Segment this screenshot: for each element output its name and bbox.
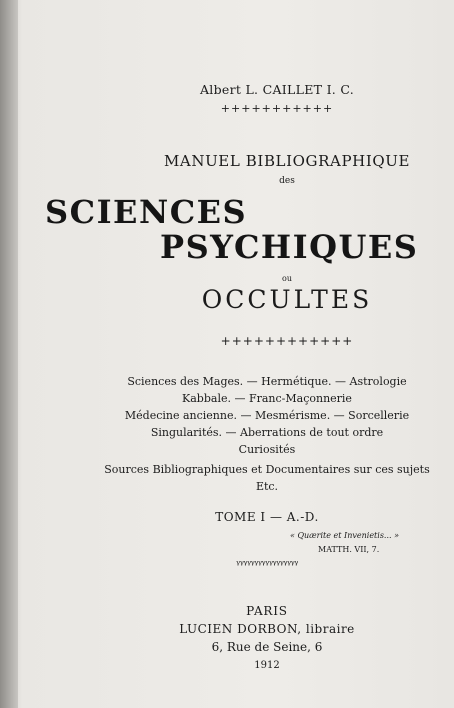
title-sciences: SCIENCES — [45, 193, 248, 231]
epigraph-quote: « Quærite et Invenietis... » — [290, 531, 399, 540]
imprint-publisher: LUCIEN DORBON, libraire — [179, 622, 355, 636]
ornament-bottom: ᵞᵞᵞᵞᵞᵞᵞᵞᵞᵞᵞᵞᵞᵞᵞᵞᵞ — [236, 558, 298, 571]
title-manuel: MANUEL BIBLIOGRAPHIQUE — [163, 152, 411, 170]
etc-line: Etc. — [255, 480, 279, 493]
tome-label: TOME I — A.-D. — [215, 510, 319, 524]
author: Albert L. CAILLET I. C. — [199, 82, 355, 97]
imprint-year: 1912 — [254, 660, 280, 671]
subject-line: Curiosités — [238, 443, 296, 456]
imprint-city: PARIS — [246, 604, 288, 618]
title-des: des — [279, 176, 295, 186]
ornament-top: +++++++++++ — [220, 102, 334, 115]
imprint-address: 6, Rue de Seine, 6 — [211, 640, 323, 654]
sources-line: Sources Bibliographiques et Documentaires sur ces sujets — [104, 463, 430, 476]
subject-line: Kabbale. — Franc-Maçonnerie — [182, 392, 352, 405]
subject-line: Sciences des Mages. — Hermétique. — Astrologie — [127, 375, 407, 388]
subject-line: Singularités. — Aberrations de tout ordre — [150, 426, 384, 439]
title-psychiques: PSYCHIQUES — [160, 228, 419, 266]
ornament-mid: ++++++++++++ — [220, 334, 354, 348]
title-occultes: OCCULTES — [201, 285, 373, 314]
epigraph-reference: MATTH. VII, 7. — [318, 545, 380, 554]
subject-line: Médecine ancienne. — Mesmérisme. — Sorcellerie — [124, 409, 410, 422]
title-ou: ou — [282, 274, 292, 283]
